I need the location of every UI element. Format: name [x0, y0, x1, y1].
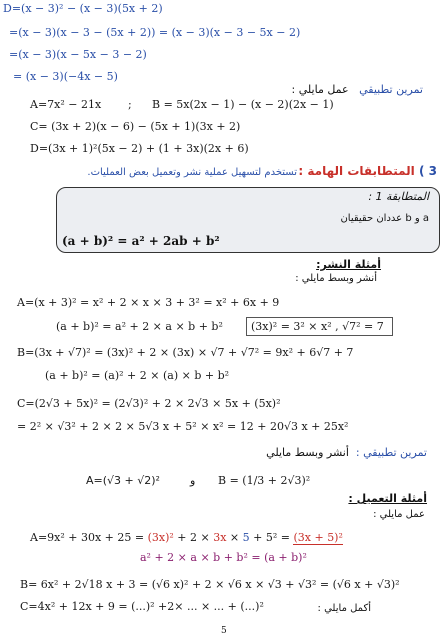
fact-A-mid1: + 2 ×: [173, 531, 214, 544]
exp-pattern1: (a + b)² = a² + 2 × a × b + b²: [56, 320, 223, 333]
ex2-B: B = (1/3 + 2√3)²: [218, 474, 311, 487]
factoring-instruction: عمل مايلي :: [373, 509, 425, 520]
identity-text: a و b عددان حقيقيان: [340, 213, 429, 224]
line-D-step3: = (x − 3)(−4x − 5): [13, 70, 118, 83]
fact-A-lhs: A=9x² + 30x + 25 =: [30, 531, 148, 544]
exp-B: B=(3x + √7)² = (3x)² + 2 × (3x) × √7 + √7² = 9x² + 6√7 + 7: [17, 346, 354, 359]
fact-A-a: 3x: [213, 531, 227, 544]
fact-C-hint: أكمل مايلي :: [317, 603, 371, 614]
fact-B: B= 6x² + 2√18 x + 3 = (√6 x)² + 2 × √6 x × √3 + √3² = (√6 x + √3)²: [20, 578, 400, 591]
identity-heading: المتطابقة 1 :: [368, 190, 429, 203]
ex1-D: D=(3x + 1)²(5x − 2) + (1 + 3x)(2x + 6): [30, 142, 249, 155]
ex1-B: B = 5x(2x − 1) − (x − 2)(2x − 1): [152, 98, 334, 111]
section3-subtitle: تستخدم لتسهيل عملية نشر وتعميل بعض العمليات.: [87, 167, 297, 178]
exercise2-instruction: أنشر وبسط مايلي: [266, 446, 349, 459]
exp-pattern2: (a + b)² = (a)² + 2 × (a) × b + b²: [45, 369, 230, 382]
exp-C-result: = 2² × √3² + 2 × 2 × 5√3 x + 5² × x² = 12 + 20√3 x + 25x²: [17, 420, 349, 433]
fact-pattern: a² + 2 × a × b + b² = (a + b)²: [140, 551, 307, 564]
fact-A: [30, 531, 343, 544]
exercise2-heading: [266, 446, 427, 459]
page-number: 5: [221, 626, 227, 636]
ex1-C: C= (3x + 2)(x − 6) − (5x + 1)(3x + 2): [30, 120, 241, 133]
ex1-sep: ;: [128, 98, 132, 111]
line-D-step2: =(x − 3)(x − 5x − 3 − 2): [9, 48, 147, 61]
fact-A-a-square: (3x)²: [147, 531, 174, 544]
expansion-title: أمثلة النشر:: [316, 258, 381, 271]
section3-heading: [298, 165, 437, 178]
fact-A-mid3: + 5² =: [249, 531, 294, 544]
identity-formula: (a + b)² = a² + 2ab + b²: [62, 234, 220, 248]
ex2-and: و: [190, 474, 196, 487]
fact-C: C=4x² + 12x + 9 = (...)² +2× ... × ... + (...)²: [20, 600, 264, 613]
fact-A-result: (3x + 5)²: [293, 531, 343, 544]
ex1-A: A=7x² − 21x: [30, 98, 102, 111]
exercise1-heading: [292, 83, 423, 96]
exp-A: A=(x + 3)² = x² + 2 × x × 3 + 3² = x² + 6x + 9: [17, 296, 280, 309]
exp-C: C=(2√3 + 5x)² = (2√3)² + 2 × 2√3 × 5x + (5x)²: [17, 397, 281, 410]
exercise2-title: تمرين تطبيقي :: [355, 446, 427, 459]
expansion-instruction: أنشر وبسط مايلي :: [295, 273, 377, 284]
fact-A-b: 5: [242, 531, 250, 544]
factoring-title: أمثلة التعميل :: [348, 492, 427, 505]
section3-title: المتطابقات الهامة :: [298, 164, 415, 178]
section3-number: 3 ): [418, 164, 437, 178]
exp-note: (3x)² = 3² × x² , √7² = 7: [251, 320, 384, 333]
line-D-step1: =(x − 3)(x − 3 − (5x + 2)) = (x − 3)(x − 3 − 5x − 2): [9, 26, 301, 39]
ex2-A: A=(√3 + √2)²: [86, 474, 160, 487]
line-D-def: D=(x − 3)² − (x − 3)(5x + 2): [3, 2, 163, 15]
exercise1-title: تمرين تطبيقي: [359, 83, 423, 96]
fact-A-mid2: ×: [226, 531, 243, 544]
exercise1-instruction: عمل مايلي :: [291, 83, 349, 96]
